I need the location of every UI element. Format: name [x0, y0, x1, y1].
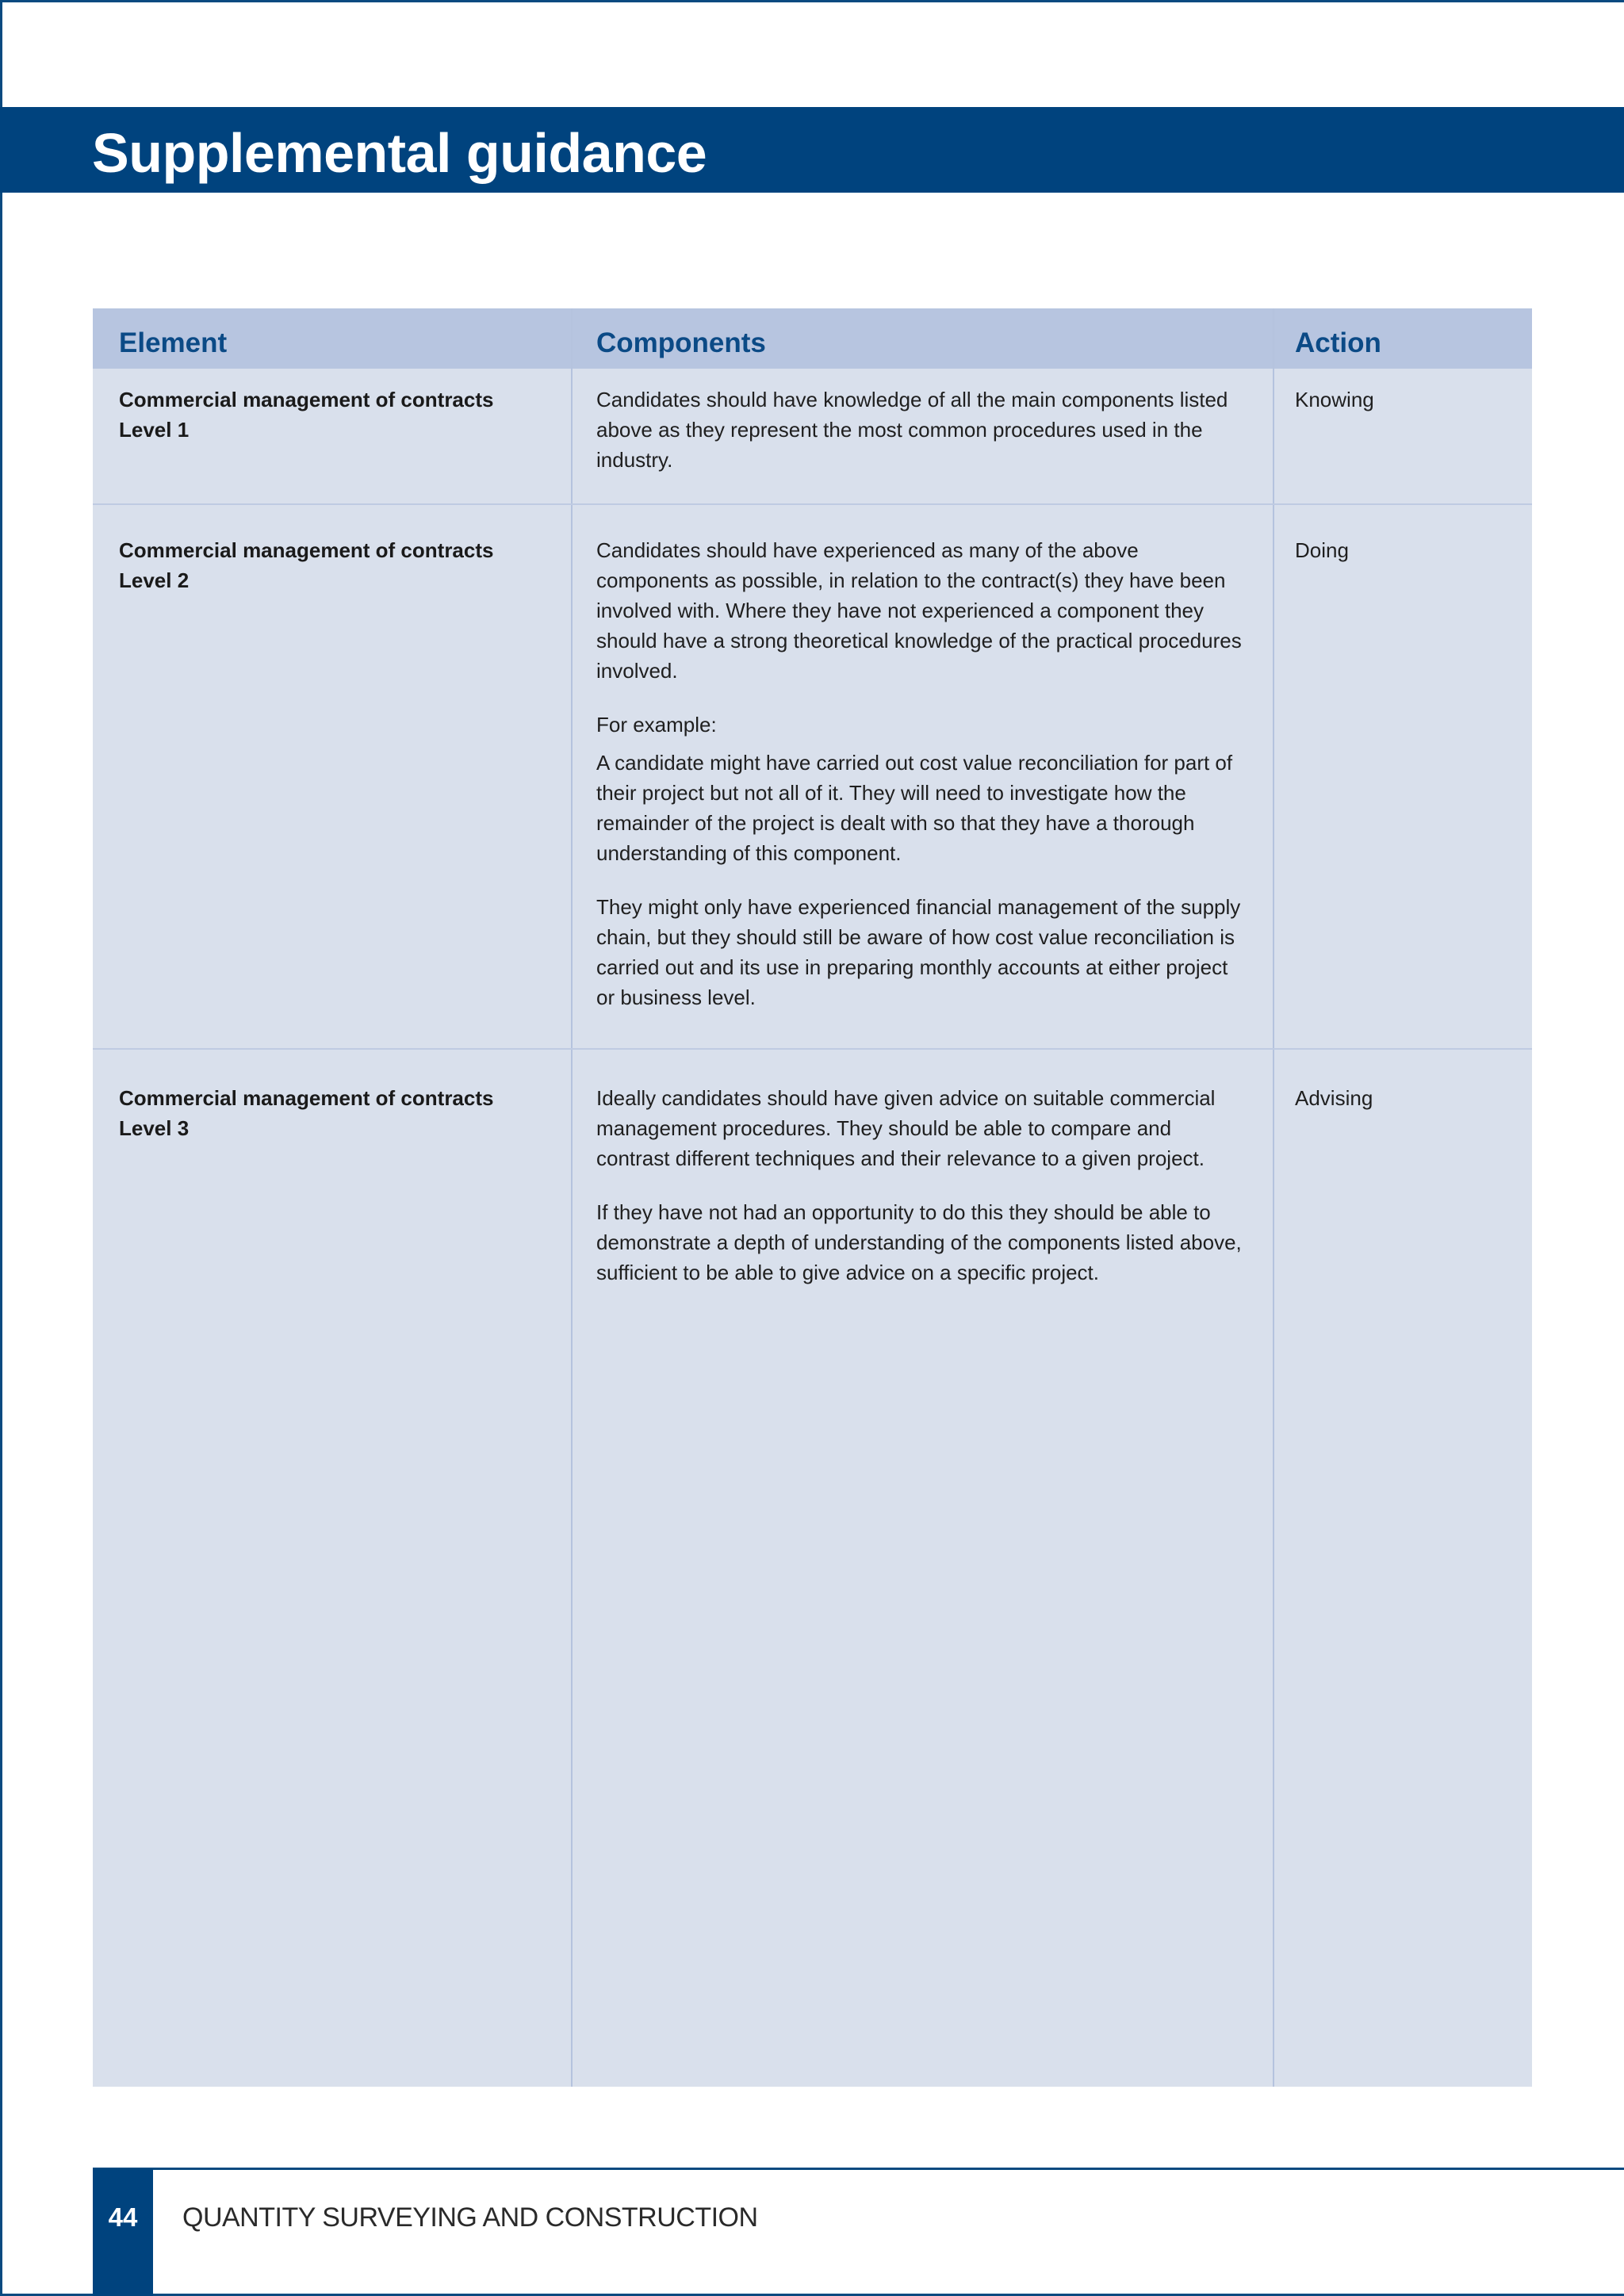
table-row-2-action: Doing	[1295, 538, 1349, 562]
element-name: Commercial management of contracts	[119, 388, 494, 411]
component-text: Candidates should have experienced as many of the above components as possible, in relation to the contract(s) they have been involved with. Where they have not experienced a component they should have a strong theoretical knowledge of the practical procedures involved.	[596, 538, 1242, 683]
element-level: Level 2	[119, 568, 190, 592]
component-text: If they have not had an opportunity to do this they should be able to demonstrate a depth of understanding of the components listed above, sufficient to be able to give advice on a specific project.	[596, 1200, 1242, 1284]
header-element: Element	[119, 327, 228, 358]
table-row-3-action: Advising	[1295, 1086, 1373, 1110]
page-title: Supplemental guidance	[92, 122, 707, 184]
table-header	[93, 308, 1532, 369]
title-band	[0, 107, 1624, 193]
element-name: Commercial management of contracts	[119, 1086, 494, 1110]
table-row-1-element	[119, 385, 547, 445]
element-level: Level 1	[119, 418, 190, 442]
header-components: Components	[596, 327, 766, 358]
table-row-1-components	[596, 385, 1247, 499]
component-text: For example:	[596, 713, 717, 737]
table-row-3-components	[596, 1083, 1247, 1311]
component-text: A candidate might have carried out cost value reconciliation for part of their project but not all of it. They will need to investigate how the remainder of the project is dealt with so that they have a thorough understanding of this component.	[596, 751, 1233, 865]
element-name: Commercial management of contracts	[119, 538, 494, 562]
column-divider	[571, 308, 573, 2087]
component-text: Candidates should have knowledge of all the main components listed above as they represent the most common procedures used in the industry.	[596, 388, 1228, 472]
page-number: 44	[108, 2202, 138, 2232]
element-level: Level 3	[119, 1116, 190, 1140]
row-divider	[93, 503, 1532, 505]
component-text: They might only have experienced financial management of the supply chain, but they should still be aware of how cost value reconciliation is carried out and its use in preparing monthly accounts at either project or business level.	[596, 895, 1241, 1009]
guidance-table	[93, 308, 1532, 2087]
header-action: Action	[1295, 327, 1381, 358]
table-row-3-element	[119, 1083, 547, 1143]
component-text: Ideally candidates should have given advice on suitable commercial management procedures. They should be able to compare and contrast different techniques and their relevance to a given project.	[596, 1086, 1216, 1170]
table-row-2-components	[596, 535, 1247, 1036]
footer-section-title: QUANTITY SURVEYING AND CONSTRUCTION	[182, 2202, 758, 2233]
page-number-box	[93, 2169, 153, 2296]
column-divider	[1273, 308, 1274, 2087]
table-row-1-action: Knowing	[1295, 388, 1374, 411]
row-divider	[93, 1048, 1532, 1050]
footer-rule	[93, 2168, 1624, 2170]
table-row-2-element	[119, 535, 547, 595]
